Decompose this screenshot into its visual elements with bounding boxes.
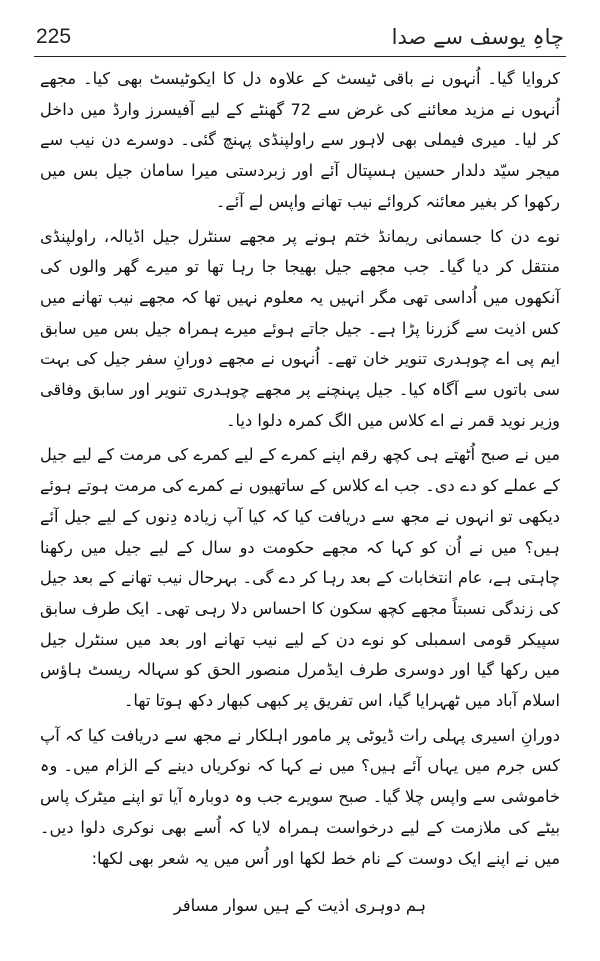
paragraph-2: نوے دن کا جسمانی ریمانڈ ختم ہونے پر مجھے سنٹرل جیل اڈیالہ، راولپنڈی منتقل کر دیا گیا۔ جب مجھے جیل بھیجا جا رہا تھا تو میرے گھر والوں کی آنکھوں میں اُداسی تھی مگر انہیں یہ معلوم نہیں تھا کہ مجھے نیب تھانے میں کس اذیت سے گزرنا پڑا ہے۔ جیل جاتے ہوئے میرے ہمراہ جیل بس میں سابق ایم پی اے چوہدری تنویر خان تھے۔ اُنہوں نے مجھے دورانِ سفر جیل کی بہت سی باتوں سے آگاہ کیا۔ جیل پہنچنے پر مجھے چوہدری تنویر اور سابق وفاقی وزیر نوید قمر نے اے کلاس میں الگ کمرہ دلوا دیا۔ [40, 226, 560, 430]
running-title: چاہِ یوسف سے صدا [391, 25, 564, 49]
paragraph-1: کروایا گیا۔ اُنہوں نے باقی ٹیسٹ کے علاوہ دل کا ایکوٹیسٹ بھی کیا۔ مجھے اُنہوں نے مزید معائنے کی غرض سے 72 گھنٹے کے لیے آفیسرز وارڈ میں داخل کر لیا۔ میری فیملی بھی لاہور سے راولپنڈی پہنچ گئی۔ دوسرے دن نیب سے میجر سیّد دلدار حسین ہسپتال آئے اور زبردستی میرا سامان جیل بس میں رکھوا کر بغیر معائنہ کروائے نیب تھانے واپس لے آئے۔ [40, 69, 560, 211]
page-number: 225 [36, 25, 72, 48]
paragraph-3: میں نے صبح اُٹھتے ہی کچھ رقم اپنے کمرے کے لیے کمرے کی مرمت کے لیے جیل کے عملے کو دے دی۔ جب اے کلاس کے ساتھیوں نے کمرے کی مرمت ہوتے ہوئے دیکھی تو انہوں نے مجھ سے دریافت کیا کہ کیا آپ زیادہ دِنوں کے لیے جیل آئے ہیں؟ میں نے اُن کو کہا کہ مجھے حکومت دو سال کے لیے جیل میں رکھنا چاہتی ہے، عام انتخابات کے بعد رہا کر دے گی۔ بہرحال نیب تھانے کے بعد جیل کی زندگی نسبتاً مجھے کچھ سکون کا احساس دلا رہی تھی۔ ایک طرف سابق سپیکر قومی اسمبلی کو نوے دن کے لیے نیب تھانے اور بعد میں سنٹرل جیل میں رکھا گیا اور دوسری طرف ایڈمرل منصور الحق کو سہالہ ریسٹ ہاؤس اسلام آباد میں ٹھہرایا گیا، اس تفریق پر کبھی کبھار دکھ ہوتا تھا۔ [40, 445, 560, 711]
verse-line: ہم دوہری اذیت کے ہیں سوار مسافر [173, 896, 427, 915]
page-header [36, 18, 564, 56]
body-text [40, 64, 560, 874]
header-rule [34, 56, 566, 57]
paragraph-4: دورانِ اسیری پہلی رات ڈیوٹی پر مامور اہلکار نے مجھ سے دریافت کیا کہ آپ کس جرم میں یہاں آئے ہیں؟ میں نے کہا کہ نوکریاں دینے کے الزام میں۔ وہ خاموشی سے واپس چلا گیا۔ صبح سویرے جب وہ دوبارہ آیا تو اپنے میٹرک پاس بیٹے کی ملازمت کے لیے درخواست ہمراہ لایا کہ اُسے بھی نوکری دلوا دیں۔ میں نے اپنے ایک دوست کے نام خط لکھا اور اُس میں یہ شعر بھی لکھا: [40, 725, 560, 868]
